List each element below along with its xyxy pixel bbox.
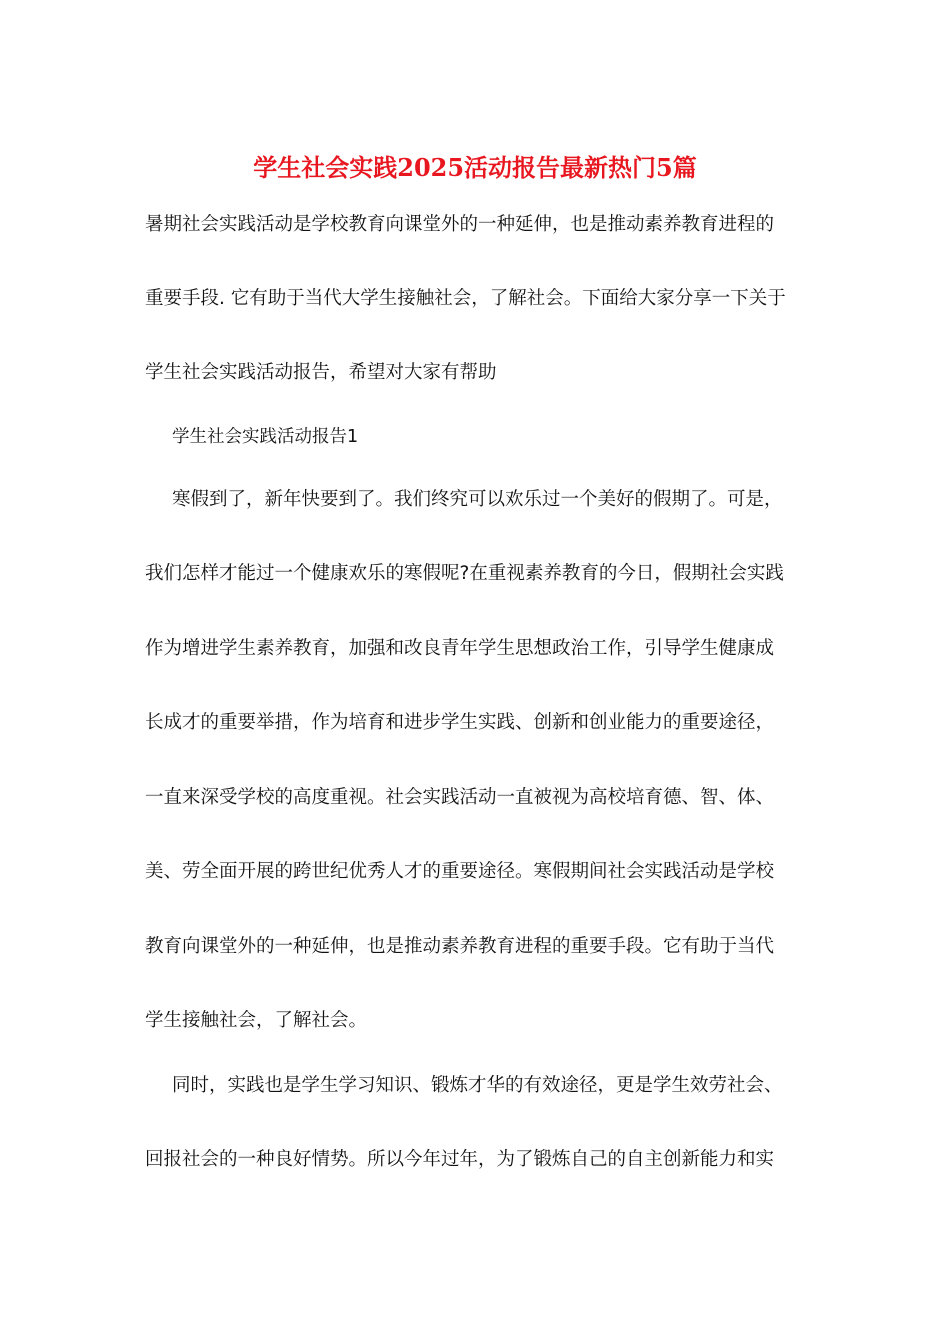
paragraph1-line-4: 长成才的重要举措，作为培育和进步学生实践、创新和创业能力的重要途径， <box>145 712 775 733</box>
intro-line-3: 学生社会实践活动报告，希望对大家有帮助 <box>145 362 497 383</box>
paragraph1-line-5: 一直来深受学校的高度重视。社会实践活动一直被视为高校培育德、智、体、 <box>145 787 775 808</box>
paragraph2-line-2: 回报社会的一种良好情势。所以今年过年，为了锻炼自己的自主创新能力和实 <box>145 1149 775 1170</box>
paragraph1-line-8: 学生接触社会，了解社会。 <box>145 1010 368 1031</box>
paragraph1-line-6: 美、劳全面开展的跨世纪优秀人才的重要途径。寒假期间社会实践活动是学校 <box>145 861 775 882</box>
document-title: 学生社会实践2025活动报告最新热门5篇 <box>253 153 697 182</box>
paragraph1-line-1: 寒假到了，新年快要到了。我们终究可以欢乐过一个美好的假期了。可是， <box>172 489 783 510</box>
paragraph1-line-2: 我们怎样才能过一个健康欢乐的寒假呢?在重视素养教育的今日，假期社会实践 <box>145 563 784 584</box>
paragraph2-line-1: 同时，实践也是学生学习知识、锻炼才华的有效途径，更是学生效劳社会、 <box>172 1075 783 1096</box>
intro-line-1: 暑期社会实践活动是学校教育向课堂外的一种延伸，也是推动素养教育进程的 <box>145 214 775 235</box>
section-heading: 学生社会实践活动报告1 <box>172 427 359 447</box>
paragraph1-line-7: 教育向课堂外的一种延伸，也是推动素养教育进程的重要手段。它有助于当代 <box>145 936 775 957</box>
paragraph1-line-3: 作为增进学生素养教育，加强和改良青年学生思想政治工作，引导学生健康成 <box>145 638 775 659</box>
intro-line-2: 重要手段. 它有助于当代大学生接触社会，了解社会。下面给大家分享一下关于 <box>145 288 786 309</box>
